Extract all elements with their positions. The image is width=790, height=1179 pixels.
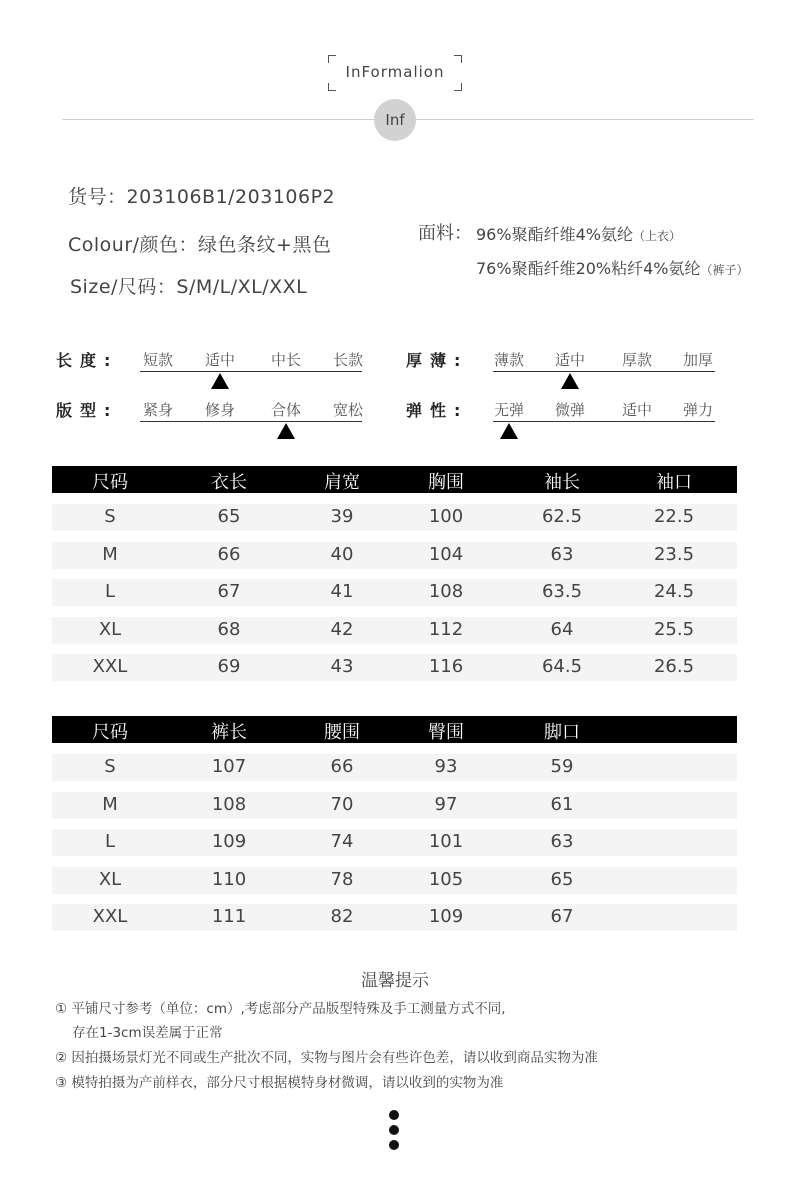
scale-length-option: 短款 xyxy=(142,351,173,369)
top_table-cell: XXL xyxy=(92,656,128,677)
pants_table-cell: 101 xyxy=(428,831,464,852)
material-bottom-note: （裤子） xyxy=(700,263,749,277)
top_table-header-cell: 尺码 xyxy=(92,472,128,493)
top_table-cell: 39 xyxy=(330,506,354,527)
pants_table-cell: 67 xyxy=(550,906,574,927)
pants_table-cell: 63 xyxy=(550,831,574,852)
top_table-header-cell: 衣长 xyxy=(211,472,247,493)
top_table-cell: 63 xyxy=(550,543,574,565)
scale-fit-label: 版型: xyxy=(56,401,119,420)
top_table-cell: 64 xyxy=(550,618,574,640)
top_table-cell: 69 xyxy=(217,656,241,677)
tip-1: ① 平铺尺寸参考（单位：cm）,考虑部分产品版型特殊及手工测量方式不同, xyxy=(55,1001,506,1017)
product-colour: Colour/颜色：绿色条纹+黑色 xyxy=(68,234,332,256)
pants_table-cell: XL xyxy=(98,868,122,890)
top_table-cell: 63.5 xyxy=(541,581,583,602)
brand-badge: Inf xyxy=(374,99,416,141)
pants_table-cell: M xyxy=(102,793,118,815)
material-bottom-value: 76%聚酯纤维20%粘纤4%氨纶 xyxy=(476,259,701,278)
scale-length-marker-icon xyxy=(211,373,229,389)
frame-corner xyxy=(328,83,336,91)
scale-thickness-marker-icon xyxy=(561,373,579,389)
pants_table-cell: S xyxy=(104,756,116,777)
top_table-cell: M xyxy=(102,543,118,565)
top_table-cell: S xyxy=(104,506,116,527)
pants_table-cell: 107 xyxy=(211,756,247,777)
top_table-cell: 116 xyxy=(428,656,464,677)
scale-fit-option: 修身 xyxy=(204,401,235,419)
frame-corner xyxy=(328,55,336,63)
top_table-header-cell: 胸围 xyxy=(428,472,464,493)
top_table-cell: XL xyxy=(98,618,122,640)
tip-1-cont: 存在1-3cm误差属于正常 xyxy=(72,1025,223,1041)
material-top-value: 96%聚酯纤维4%氨纶 xyxy=(476,225,633,244)
pants_table-cell: 59 xyxy=(550,756,574,777)
pants_table-cell: 108 xyxy=(211,793,247,815)
pants_table-cell: 97 xyxy=(434,793,458,815)
material-top xyxy=(476,222,681,245)
top_table-header-cell: 袖长 xyxy=(544,472,580,493)
pants_table-header-cell: 脚口 xyxy=(544,722,580,743)
pants_table-header-cell: 裤长 xyxy=(211,722,247,743)
top_table-cell: 68 xyxy=(217,618,241,640)
top_table-header-cell: 肩宽 xyxy=(324,472,360,493)
top_table-cell: 66 xyxy=(217,543,241,565)
pants_table-cell: L xyxy=(104,831,116,852)
pants_table-cell: 109 xyxy=(211,831,247,852)
top_table-cell: 62.5 xyxy=(541,506,583,527)
top_table-cell: L xyxy=(104,581,116,602)
scale-thickness-option: 厚款 xyxy=(621,351,652,369)
scale-length-option: 中长 xyxy=(270,351,301,369)
scale-elasticity-option: 无弹 xyxy=(493,401,524,419)
scale-length-option: 适中 xyxy=(204,351,235,369)
pants_table-cell: 110 xyxy=(211,868,247,890)
pants_table-cell: 109 xyxy=(428,906,464,927)
top_table-cell: 108 xyxy=(428,581,464,602)
tips-title: 温馨提示 xyxy=(361,971,429,991)
frame-corner xyxy=(454,55,462,63)
brand-title: InFormalion xyxy=(345,63,445,81)
pants_table-cell: 70 xyxy=(330,793,354,815)
pants_table-cell: 78 xyxy=(330,868,354,890)
material-top-note: （上衣） xyxy=(632,229,681,243)
material-bottom xyxy=(476,256,749,279)
pants_table-cell: 74 xyxy=(330,831,354,852)
top_table-cell: 41 xyxy=(330,581,354,602)
scale-thickness-line xyxy=(493,371,715,372)
scale-fit-marker-icon xyxy=(277,423,295,439)
pants_table-cell: 105 xyxy=(428,868,464,890)
top_table-cell: 43 xyxy=(330,656,354,677)
pants_table-cell: 65 xyxy=(550,868,574,890)
tip-3: ③ 模特拍摄为产前样衣，部分尺寸根据模特身材微调，请以收到的实物为准 xyxy=(55,1075,504,1091)
scale-thickness-option: 加厚 xyxy=(682,351,713,369)
top_table-cell: 22.5 xyxy=(653,506,695,527)
tip-2: ② 因拍摄场景灯光不同或生产批次不同，实物与图片会有些许色差，请以收到商品实物为准 xyxy=(55,1050,598,1066)
scale-length-option: 长款 xyxy=(332,351,363,369)
scale-length-label: 长度: xyxy=(56,351,119,370)
scale-thickness-option: 薄款 xyxy=(493,351,524,369)
more-dot xyxy=(389,1110,399,1120)
top_table-cell: 67 xyxy=(217,581,241,602)
scale-elasticity-line xyxy=(493,421,715,422)
top_table-cell: 100 xyxy=(428,506,464,527)
top_table-cell: 25.5 xyxy=(653,618,695,640)
scale-fit-option: 紧身 xyxy=(142,401,173,419)
pants_table-cell: XXL xyxy=(92,906,128,927)
scale-elasticity-option: 适中 xyxy=(621,401,652,419)
top_table-cell: 112 xyxy=(428,618,464,640)
scale-fit-line xyxy=(140,421,362,422)
more-dot xyxy=(389,1140,399,1150)
scale-fit-option: 宽松 xyxy=(332,401,363,419)
brand-frame xyxy=(328,55,462,91)
scale-elasticity-marker-icon xyxy=(500,423,518,439)
scale-fit-option: 合体 xyxy=(270,401,301,419)
pants_table-header-cell: 腰围 xyxy=(324,722,360,743)
top_table-cell: 42 xyxy=(330,618,354,640)
scale-elasticity-option: 弹力 xyxy=(682,401,713,419)
frame-corner xyxy=(454,83,462,91)
scale-elasticity-label: 弹性: xyxy=(406,401,469,420)
top_table-cell: 65 xyxy=(217,506,241,527)
more-dot xyxy=(389,1125,399,1135)
scale-length-line xyxy=(140,371,362,372)
top_table-cell: 24.5 xyxy=(653,581,695,602)
pants_table-header-cell: 尺码 xyxy=(92,722,128,743)
scale-elasticity-option: 微弹 xyxy=(554,401,585,419)
pants_table-cell: 93 xyxy=(434,756,458,777)
pants_table-cell: 66 xyxy=(330,756,354,777)
product-sku: 货号：203106B1/203106P2 xyxy=(68,186,336,208)
material-label: 面料： xyxy=(418,223,472,244)
top_table-cell: 23.5 xyxy=(653,543,695,565)
pants_table-header-cell: 臀围 xyxy=(428,722,464,743)
scale-thickness-option: 适中 xyxy=(554,351,585,369)
scale-thickness-label: 厚薄: xyxy=(406,351,469,370)
top_table-cell: 104 xyxy=(428,543,464,565)
pants_table-cell: 61 xyxy=(550,793,574,815)
pants_table-cell: 82 xyxy=(330,906,354,927)
top_table-cell: 40 xyxy=(330,543,354,565)
top_table-cell: 64.5 xyxy=(541,656,583,677)
top_table-cell: 26.5 xyxy=(653,656,695,677)
pants_table-cell: 111 xyxy=(211,906,247,927)
top_table-header-cell: 袖口 xyxy=(656,472,692,493)
product-size: Size/尺码：S/M/L/XL/XXL xyxy=(70,276,308,298)
